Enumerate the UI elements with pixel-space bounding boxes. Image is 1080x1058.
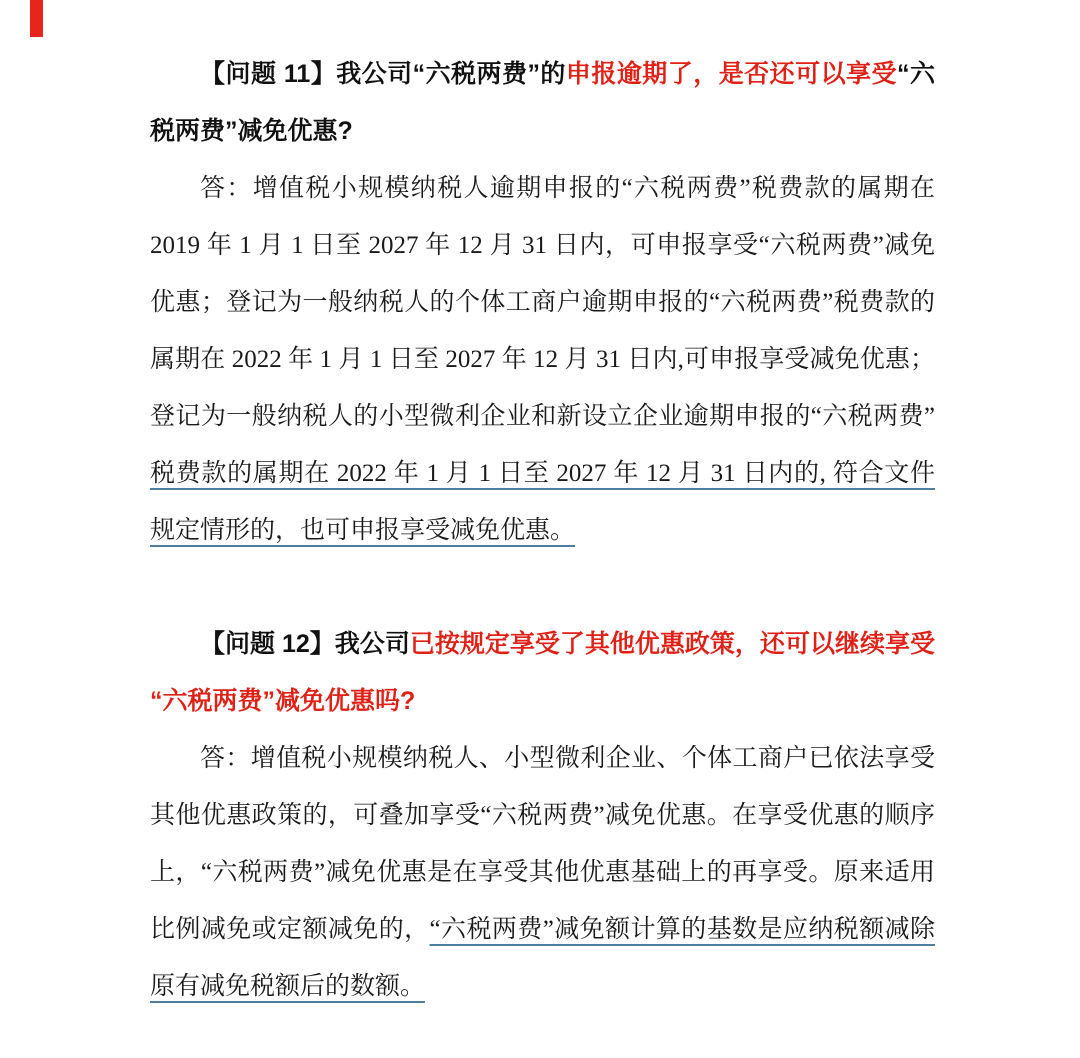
qa-block-12: [150, 616, 935, 1015]
question-11-heading: [150, 46, 935, 160]
red-corner-marker: [30, 0, 43, 37]
answer-11-line-1: [150, 160, 935, 217]
question-12-heading: [150, 616, 935, 730]
answer-11-text: 优惠；登记为一般纳税人的个体工商户逾期申报的“六税两费”税费款的: [150, 289, 935, 316]
answer-11-text: 登记为一般纳税人的小型微利企业和新设立企业逾期申报的“六税两费”: [150, 403, 935, 430]
answer-12-line-4: [150, 901, 935, 958]
answer-12-underlined-text: “六税两费”减免额计算的基数是应纳税额减除: [429, 916, 935, 943]
answer-12-line-3: [150, 844, 935, 901]
question-12-line-2: [150, 673, 935, 730]
answer-12-line-2: [150, 787, 935, 844]
question-11-red-emphasis: 申报逾期了，是否还可以享受: [565, 60, 897, 88]
question-12-red-emphasis: 已按规定享受了其他优惠政策，还可以继续享受: [409, 630, 935, 658]
question-11-black-suffix: 税两费”减免优惠?: [150, 117, 353, 145]
question-12-red-suffix: “六税两费”减免优惠吗?: [150, 687, 416, 715]
answer-11-line-4: [150, 331, 935, 388]
question-11-black-quote-open: “六: [897, 60, 935, 88]
answer-11-text: 答：增值税小规模纳税人逾期申报的“六税两费”税费款的属期在: [200, 175, 935, 202]
answer-11-underlined-text: 税费款的属期在 2022 年 1 月 1 日至 2027 年 12 月 31 日内的, 符合文件: [150, 460, 935, 487]
answer-12-underlined-text: 原有减免税额后的数额。: [150, 973, 426, 1000]
answer-11-paragraph: [150, 160, 935, 559]
question-12-line-1: [150, 616, 935, 673]
qa-block-11: [150, 46, 935, 559]
answer-11-line-6: [150, 445, 935, 502]
answer-11-line-7: [150, 502, 935, 559]
answer-12-text: 上，“六税两费”减免优惠是在享受其他优惠基础上的再享受。原来适用: [150, 859, 935, 886]
answer-12-text: 其他优惠政策的，可叠加享受“六税两费”减免优惠。在享受优惠的顺序: [150, 802, 935, 829]
answer-11-line-5: [150, 388, 935, 445]
answer-11-line-2: [150, 217, 935, 274]
answer-12-paragraph: [150, 730, 935, 1015]
answer-12-text: 答：增值税小规模纳税人、小型微利企业、个体工商户已依法享受: [200, 745, 935, 772]
question-11-line-1: [150, 46, 935, 103]
answer-11-line-3: [150, 274, 935, 331]
answer-12-line-1: [150, 730, 935, 787]
answer-11-text: 属期在 2022 年 1 月 1 日至 2027 年 12 月 31 日内,可申报享受减免优惠；: [150, 346, 935, 373]
answer-12-text: 比例减免或定额减免的，: [150, 916, 430, 943]
answer-12-line-5: [150, 958, 935, 1015]
answer-11-text: 2019 年 1 月 1 日至 2027 年 12 月 31 日内，可申报享受“六税两费”减免: [150, 232, 935, 259]
question-12-black-prefix: 【问题 12】我公司: [200, 630, 410, 658]
question-11-black-prefix: 【问题 11】我公司“六税两费”的: [200, 60, 566, 88]
answer-11-underlined-text: 规定情形的，也可申报享受减免优惠。: [150, 517, 576, 544]
question-11-line-2: [150, 103, 935, 160]
